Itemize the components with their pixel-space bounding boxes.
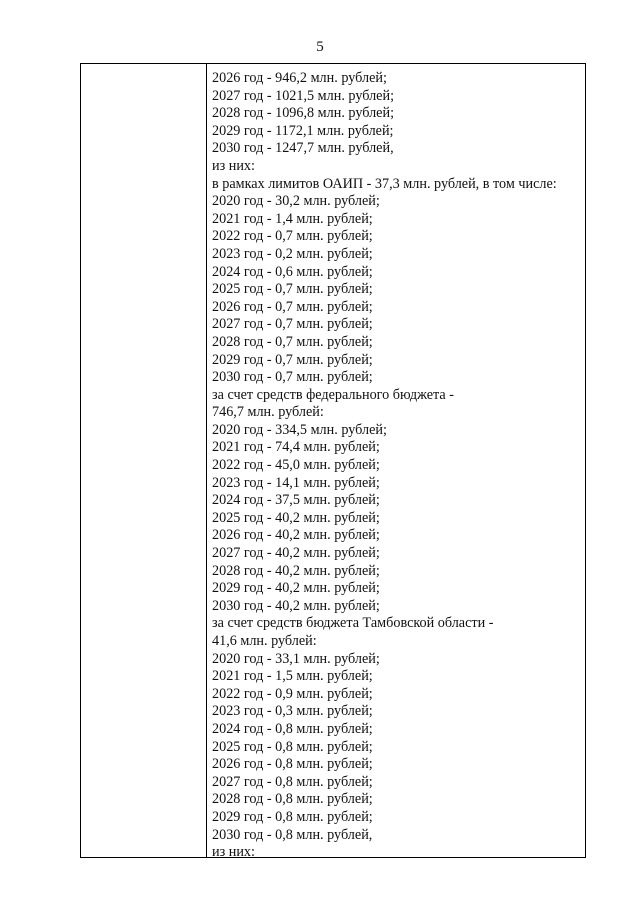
text-line: 2023 год - 14,1 млн. рублей; [212,474,380,491]
funding-table [80,63,586,861]
text-line: 2020 год - 30,2 млн. рублей; [212,193,380,210]
text-line: 2026 год - 946,2 млн. рублей; [212,70,387,86]
text-line: 2027 год - 40,2 млн. рублей; [212,545,380,562]
text-line: 2028 год - 0,7 млн. рублей; [212,333,373,350]
text-line: 41,6 млн. рублей: [212,633,317,649]
text-line: 2026 год - 0,8 млн. рублей; [212,756,373,773]
text-line: 2020 год - 334,5 млн. рублей; [212,421,387,438]
text-line: за счет средств бюджета Тамбовской области - [212,615,494,632]
text-line: 2030 год - 40,2 млн. рублей; [212,597,380,614]
text-line: 2022 год - 45,0 млн. рублей; [212,457,380,474]
table-label-cell [81,64,207,857]
text-line: 2030 год - 0,8 млн. рублей, [212,826,373,843]
text-line: 2030 год - 0,7 млн. рублей; [212,369,373,386]
text-line: 2024 год - 0,8 млн. рублей; [212,720,373,737]
text-line: 2020 год - 33,1 млн. рублей; [212,650,380,667]
text-line: 2024 год - 37,5 млн. рублей; [212,492,380,509]
text-line: 2027 год - 0,8 млн. рублей; [212,773,373,790]
text-line: 2029 год - 0,8 млн. рублей; [212,808,373,825]
text-line: 2030 год - 1247,7 млн. рублей, [212,140,394,157]
text-line: 2027 год - 0,7 млн. рублей; [212,316,373,333]
text-line: из них: [212,157,255,174]
text-line: за счет средств федерального бюджета - [212,386,454,403]
text-line: 2025 год - 0,8 млн. рублей; [212,738,373,755]
text-line: 2028 год - 40,2 млн. рублей; [212,562,380,579]
text-line: 2021 год - 74,4 млн. рублей; [212,439,380,456]
text-line: 2029 год - 40,2 млн. рублей; [212,580,380,597]
text-line: 2026 год - 40,2 млн. рублей; [212,527,380,544]
text-line: из них: [212,844,255,861]
text-line: 2028 год - 0,8 млн. рублей; [212,791,373,808]
text-line: 2029 год - 1172,1 млн. рублей; [212,122,394,139]
text-line: 2024 год - 0,6 млн. рублей; [212,263,373,280]
text-line: 2025 год - 0,7 млн. рублей; [212,281,373,298]
text-line: 2021 год - 1,4 млн. рублей; [212,210,373,227]
text-line: 2023 год - 0,2 млн. рублей; [212,245,373,262]
text-line: 2022 год - 0,9 млн. рублей; [212,685,373,702]
text-line: 2028 год - 1096,8 млн. рублей; [212,105,395,122]
text-line: 2026 год - 0,7 млн. рублей; [212,298,373,315]
text-line: 2025 год - 40,2 млн. рублей; [212,509,380,526]
page-number: 5 [316,39,324,55]
text-line: 2027 год - 1021,5 млн. рублей; [212,87,395,104]
text-line: 746,7 млн. рублей: [212,404,324,421]
text-line: 2029 год - 0,7 млн. рублей; [212,351,373,368]
text-line: 2021 год - 1,5 млн. рублей; [212,668,373,685]
text-line: 2023 год - 0,3 млн. рублей; [212,703,373,720]
text-line: в рамках лимитов ОАИП - 37,3 млн. рублей, в том числе: [212,175,557,192]
text-line: 2022 год - 0,7 млн. рублей; [212,228,373,245]
table-content-cell [207,64,585,861]
